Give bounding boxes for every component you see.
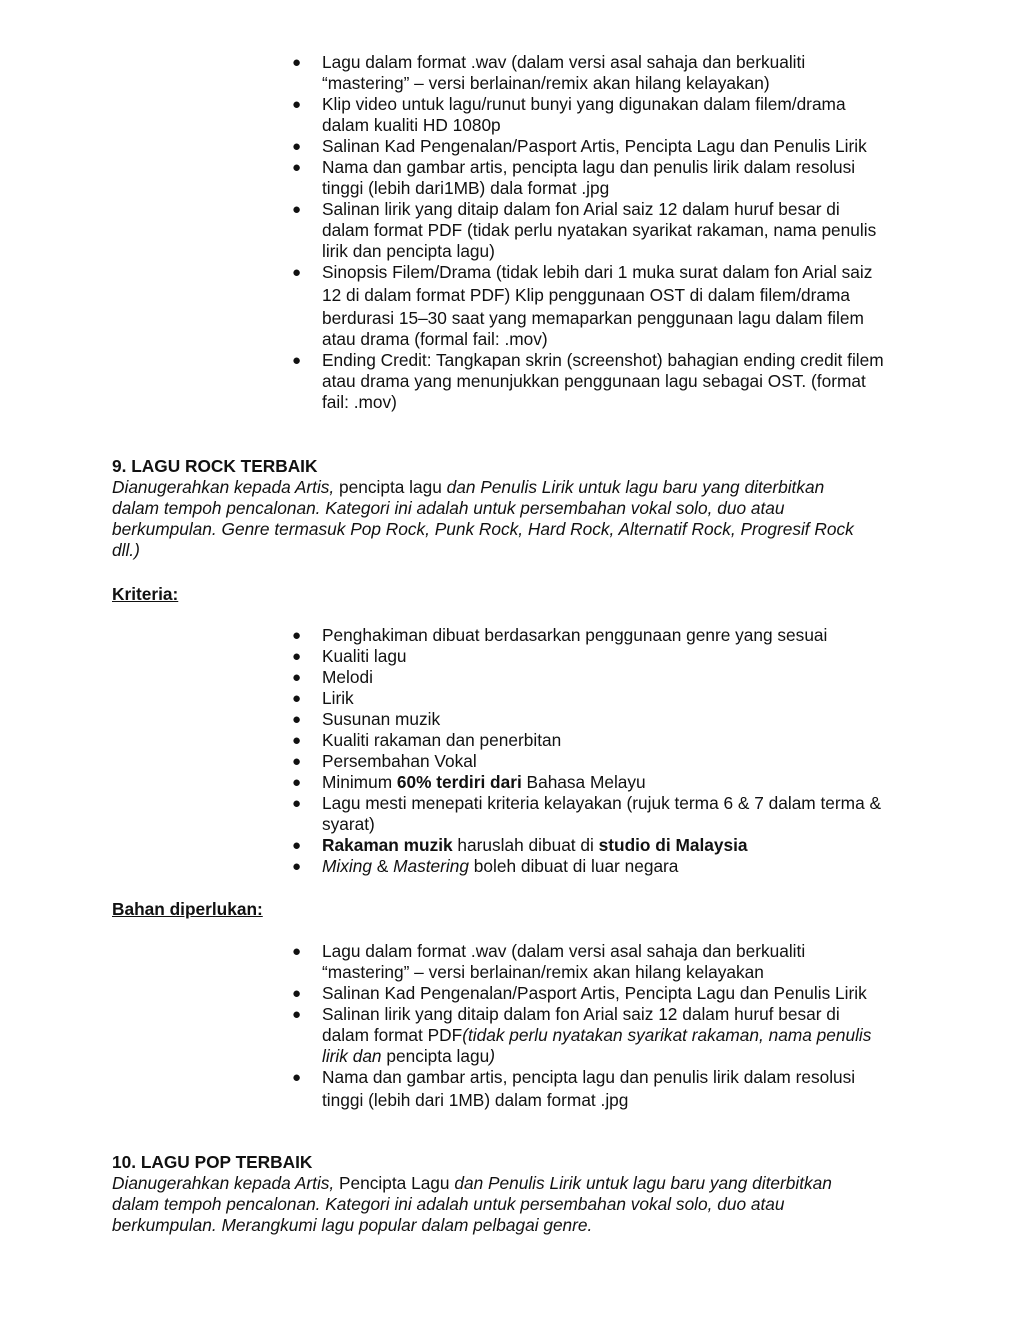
bullet-icon: ●	[292, 54, 302, 71]
list-item-text: Mixing	[322, 856, 372, 876]
list-item	[0, 772, 922, 793]
list-item	[0, 688, 922, 709]
bullet-icon: ●	[292, 1069, 302, 1086]
list-item-text: Kualiti lagu	[322, 646, 407, 666]
list-item-text: dalam format PDF	[322, 1025, 463, 1045]
section-10-heading: 10. LAGU POP TERBAIK	[112, 1152, 313, 1172]
list-item-text: Kualiti rakaman dan penerbitan	[322, 730, 562, 750]
list-item-text: )	[489, 1046, 495, 1066]
kriteria-label-text: Kriteria:	[112, 584, 179, 604]
list-item-text: Lirik	[322, 688, 354, 708]
list-item-text: berdurasi 15–30 saat yang memaparkan penggunaan lagu dalam filem	[322, 308, 864, 328]
bullet-icon: ●	[292, 352, 302, 369]
list-item	[0, 625, 922, 646]
bahan-label	[112, 899, 912, 920]
list-item-text: 12 di dalam format PDF) Klip penggunaan OST di dalam filem/drama	[322, 285, 850, 305]
list-item-text: Lagu dalam format .wav (dalam versi asal sahaja dan berkualiti	[322, 941, 806, 961]
bullet-icon: ●	[292, 753, 302, 770]
list-item	[0, 350, 922, 413]
list-item-text: Melodi	[322, 667, 373, 687]
list-item-text: Minimum	[322, 772, 397, 792]
list-item-text: Salinan lirik yang ditaip dalam fon Arial saiz 12 dalam huruf besar di	[322, 1004, 840, 1024]
list-item-text: 60% terdiri dari	[396, 772, 522, 792]
list-item	[0, 941, 922, 983]
list-item	[0, 751, 922, 772]
desc-text: dalam tempoh pencalonan. Kategori ini adalah untuk persembahan vokal solo, duo atau	[112, 498, 785, 518]
bullet-icon: ●	[292, 774, 302, 791]
bullet-icon: ●	[292, 1006, 302, 1023]
list-item-text: Salinan lirik yang ditaip dalam fon Arial saiz 12 dalam huruf besar di	[322, 199, 840, 219]
list-item	[0, 262, 922, 350]
bullet-icon: ●	[292, 669, 302, 686]
bullet-icon: ●	[292, 264, 302, 281]
list-item-text: lirik dan pencipta lagu)	[322, 241, 495, 261]
list-item	[0, 730, 922, 751]
list-item-text: “mastering” – versi berlainan/remix akan hilang kelayakan	[322, 962, 764, 982]
list-item-text: &	[371, 856, 394, 876]
list-item	[0, 157, 922, 199]
list-item-text: Nama dan gambar artis, pencipta lagu dan penulis lirik dalam resolusi	[322, 157, 856, 177]
list-item	[0, 52, 922, 94]
list-item-text: studio di Malaysia	[598, 835, 748, 855]
list-item	[0, 793, 922, 835]
list-item-text: Klip video untuk lagu/runut bunyi yang digunakan dalam filem/drama	[322, 94, 846, 114]
list-item-text: Salinan Kad Pengenalan/Pasport Artis, Pencipta Lagu dan Penulis Lirik	[322, 983, 867, 1003]
list-item-text: dalam kualiti HD 1080p	[322, 115, 501, 135]
list-item-text: pencipta lagu	[381, 1046, 490, 1066]
section-10-description	[112, 1173, 912, 1236]
list-item-text: Lagu mesti menepati kriteria kelayakan (rujuk terma 6 & 7 dalam terma &	[322, 793, 882, 813]
bullet-icon: ●	[292, 943, 302, 960]
list-item-text: lirik dan	[322, 1046, 382, 1066]
desc-text: dan Penulis Lirik untuk lagu baru yang diterbitkan	[446, 477, 825, 497]
list-item-text: Bahasa Melayu	[521, 772, 646, 792]
list-item-text: Susunan muzik	[322, 709, 441, 729]
list-item-text: Nama dan gambar artis, pencipta lagu dan penulis lirik dalam resolusi	[322, 1067, 856, 1087]
section-9-description	[112, 477, 912, 561]
bahan-list-previous	[0, 52, 922, 413]
section-9-heading: 9. LAGU ROCK TERBAIK	[112, 456, 318, 476]
list-item	[0, 1004, 922, 1067]
desc-text: dalam tempoh pencalonan. Kategori ini adalah untuk persembahan vokal solo, duo atau	[112, 1194, 785, 1214]
list-item-text: Salinan Kad Pengenalan/Pasport Artis, Pencipta Lagu dan Penulis Lirik	[322, 136, 867, 156]
list-item	[0, 1067, 922, 1113]
list-item-text: “mastering” – versi berlainan/remix akan hilang kelayakan)	[322, 73, 770, 93]
bullet-icon: ●	[292, 837, 302, 854]
list-item	[0, 94, 922, 136]
bullet-icon: ●	[292, 690, 302, 707]
bullet-icon: ●	[292, 795, 302, 812]
bullet-icon: ●	[292, 96, 302, 113]
list-item	[0, 667, 922, 688]
bullet-icon: ●	[292, 858, 302, 875]
desc-text: Dianugerahkan kepada Artis,	[112, 1173, 335, 1193]
list-item-text: dalam format PDF (tidak perlu nyatakan syarikat rakaman, nama penulis	[322, 220, 877, 240]
list-item-text: Mastering	[393, 856, 469, 876]
list-item-text: haruslah dibuat di	[452, 835, 599, 855]
list-item-text: (tidak perlu nyatakan syarikat rakaman, nama penulis	[462, 1025, 872, 1045]
list-item-text: Sinopsis Filem/Drama (tidak lebih dari 1 muka surat dalam fon Arial saiz	[322, 262, 873, 282]
list-item-text: Persembahan Vokal	[322, 751, 477, 771]
list-item	[0, 856, 922, 877]
bahan-label-text: Bahan diperlukan:	[112, 899, 263, 919]
bullet-icon: ●	[292, 732, 302, 749]
list-item-text: atau drama (formal fail: .mov)	[322, 329, 548, 349]
bullet-icon: ●	[292, 711, 302, 728]
list-item-text: boleh dibuat di luar negara	[468, 856, 679, 876]
list-item-text: Lagu dalam format .wav (dalam versi asal sahaja dan berkualiti	[322, 52, 806, 72]
bahan-list	[0, 941, 922, 1113]
bullet-icon: ●	[292, 159, 302, 176]
list-item	[0, 709, 922, 730]
desc-text: berkumpulan. Merangkumi lagu popular dalam pelbagai genre.	[112, 1215, 593, 1235]
list-item	[0, 983, 922, 1004]
bullet-icon: ●	[292, 201, 302, 218]
desc-text: Dianugerahkan kepada Artis,	[112, 477, 335, 497]
bullet-icon: ●	[292, 648, 302, 665]
list-item-text: tinggi (lebih dari 1MB) dalam format .jpg	[322, 1090, 629, 1110]
kriteria-list	[0, 625, 922, 877]
list-item-text: tinggi (lebih dari1MB) dala format .jpg	[322, 178, 610, 198]
desc-text: dll.)	[112, 540, 140, 560]
list-item-text: Rakaman muzik	[322, 835, 453, 855]
desc-text: dan Penulis Lirik untuk lagu baru yang diterbitkan	[454, 1173, 832, 1193]
bullet-icon: ●	[292, 138, 302, 155]
list-item-text: Penghakiman dibuat berdasarkan penggunaan genre yang sesuai	[322, 625, 828, 645]
desc-text: Pencipta Lagu	[334, 1173, 455, 1193]
list-item	[0, 136, 922, 157]
list-item-text: syarat)	[322, 814, 375, 834]
desc-text: pencipta lagu	[334, 477, 447, 497]
list-item	[0, 835, 922, 856]
bullet-icon: ●	[292, 627, 302, 644]
list-item-text: Ending Credit: Tangkapan skrin (screenshot) bahagian ending credit filem	[322, 350, 884, 370]
bullet-icon: ●	[292, 985, 302, 1002]
desc-text: berkumpulan. Genre termasuk Pop Rock, Punk Rock, Hard Rock, Alternatif Rock, Progresif Rock	[112, 519, 854, 539]
list-item-text: fail: .mov)	[322, 392, 397, 412]
list-item	[0, 199, 922, 262]
kriteria-label	[112, 584, 912, 605]
list-item-text: atau drama yang menunjukkan penggunaan lagu sebagai OST. (format	[322, 371, 866, 391]
list-item	[0, 646, 922, 667]
